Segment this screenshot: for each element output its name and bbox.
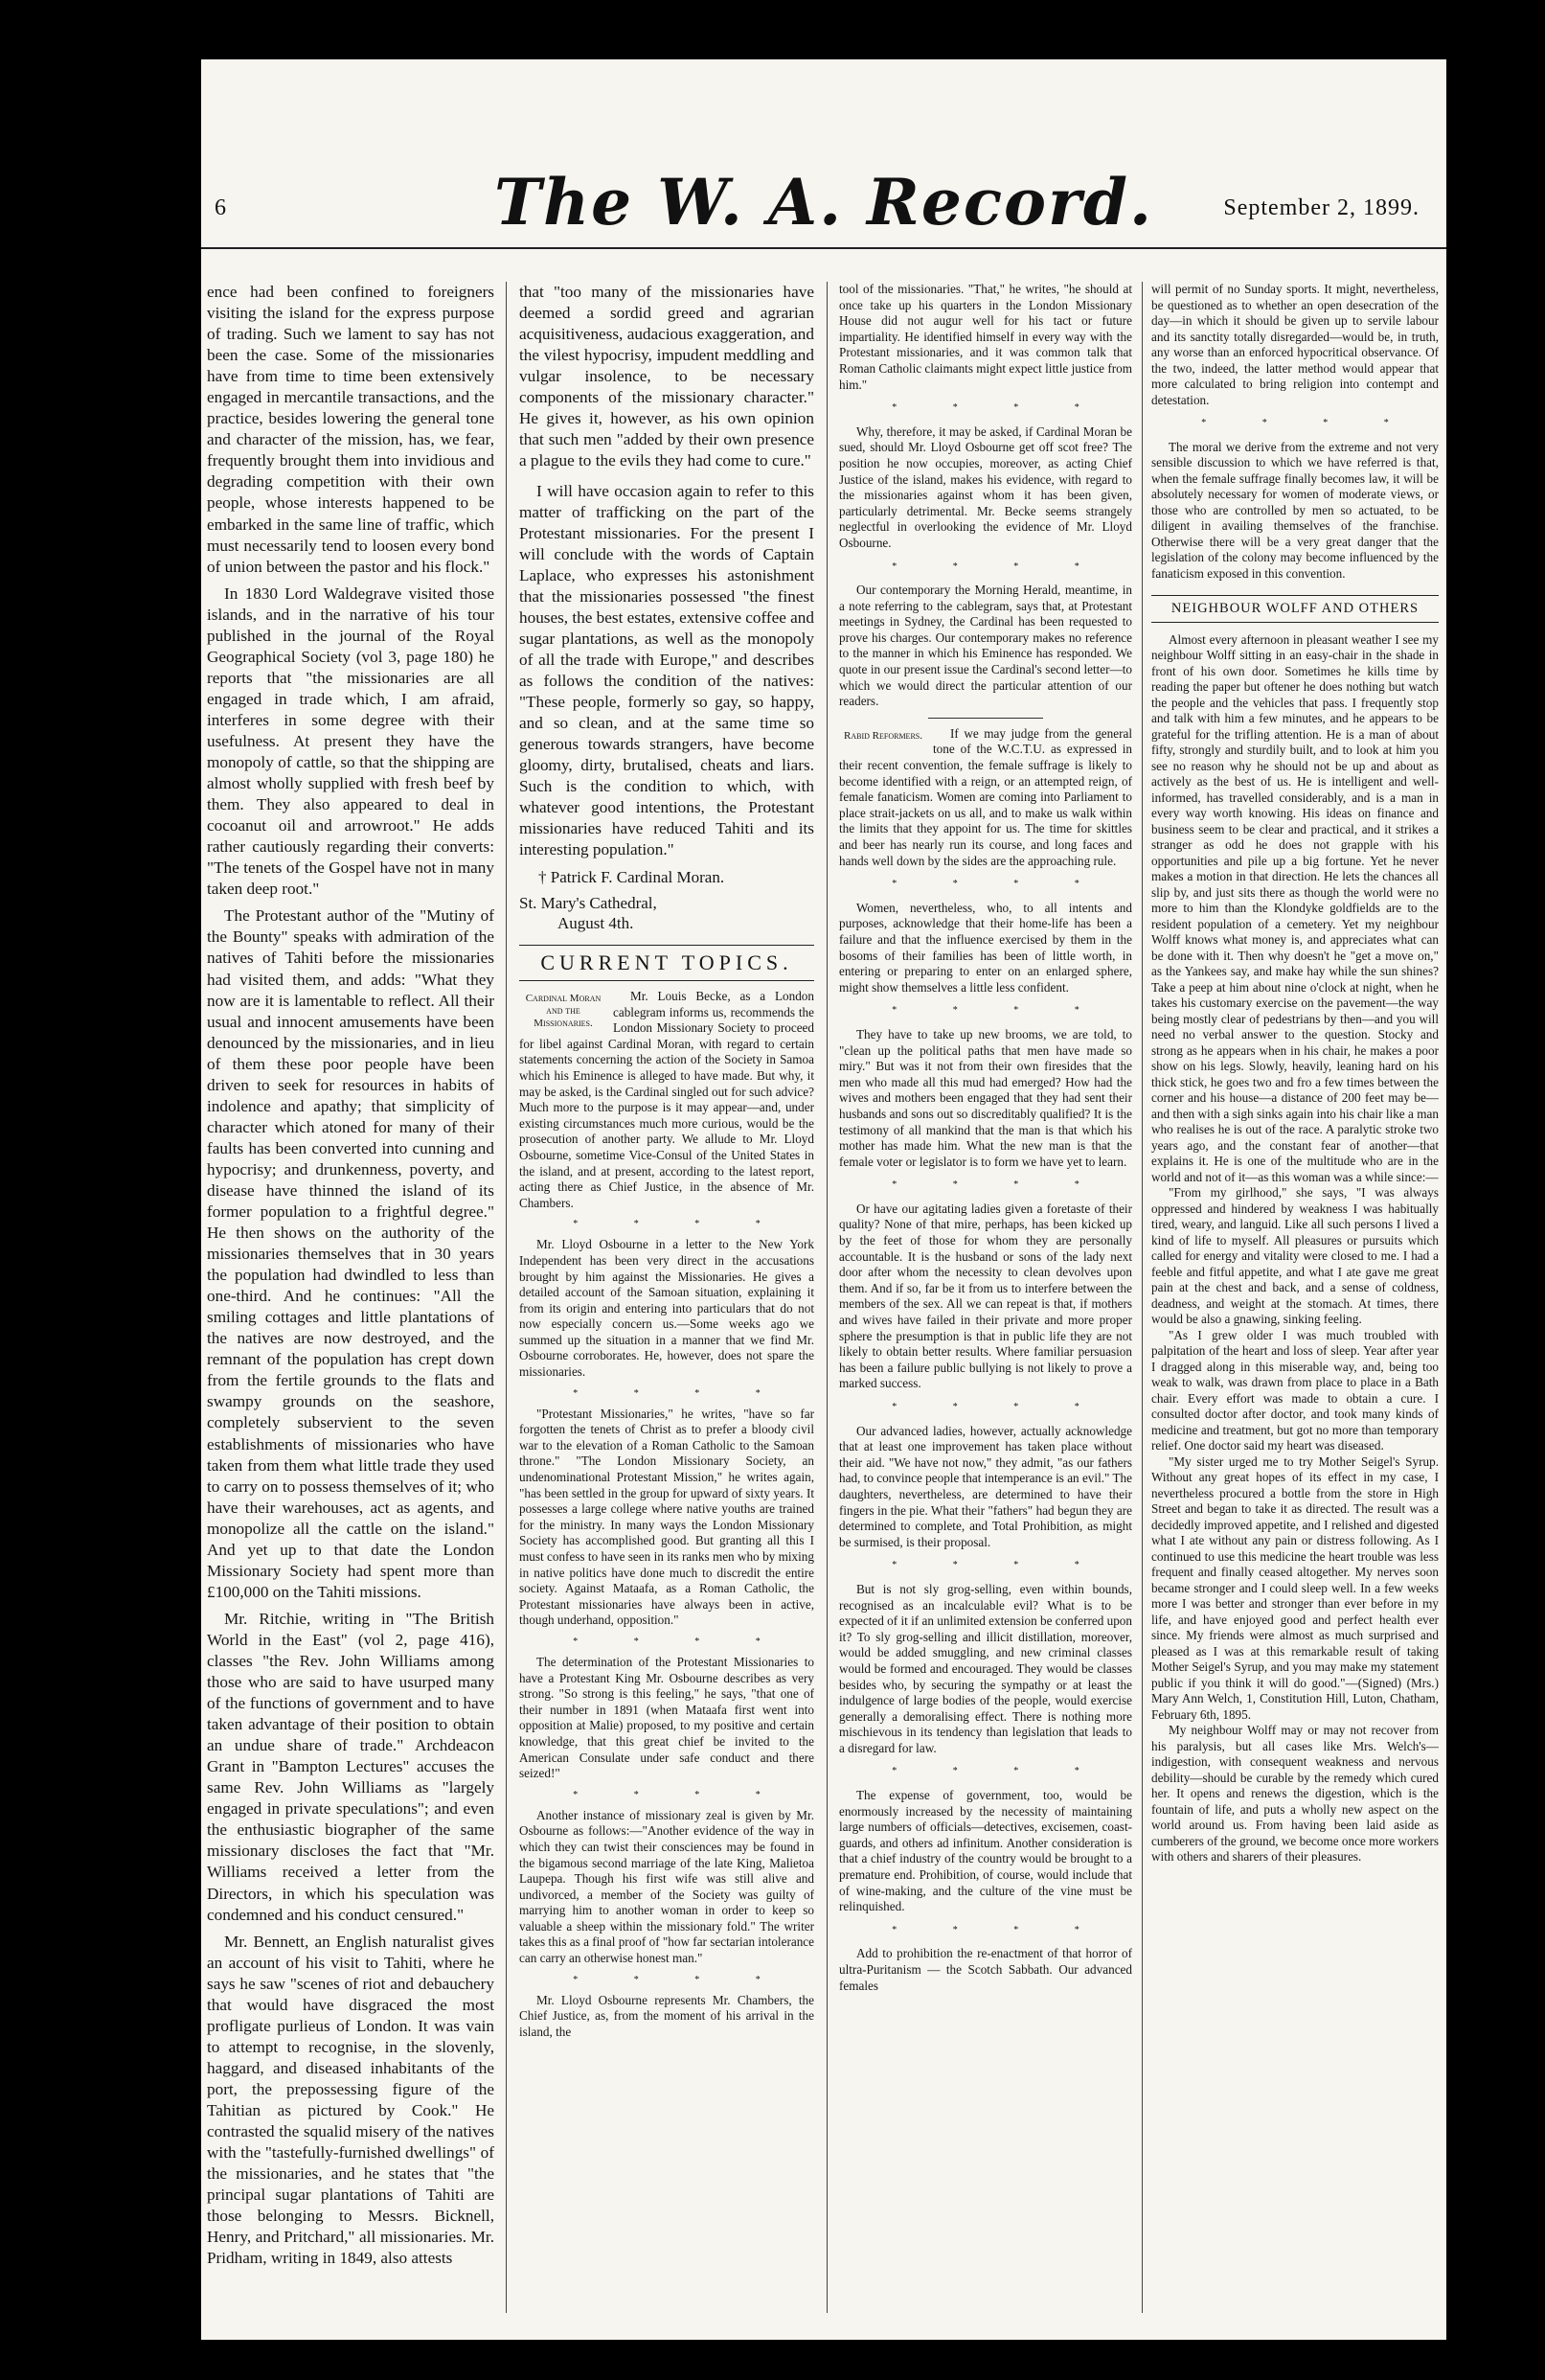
article-signature: † Patrick F. Cardinal Moran. <box>538 868 725 886</box>
section-separator: * * * * <box>1201 418 1416 428</box>
article-date: August 4th. <box>557 914 634 932</box>
page-header <box>201 165 1446 251</box>
article-paragraph: If we may judge from the general tone of the W.C.T.U. as expressed in their recent convention, the female suffrage is likely to become identified with a reign, or an attempted reign, of female fanaticism. Women are coming into Parliament to place strait-jackets on us all, and to make us walk within the limits that they appoint for us. The time for skittles and beer has nearly run its course, and long faces and hands well down by the sides are the approaching rule. <box>839 725 1132 868</box>
section-separator: * * * * <box>573 1387 787 1399</box>
article-paragraph: ence had been confined to foreigners visiting the island for the express purpose of trading. Such we lament to say has not been the case. Some of the missionaries have from time to time been extensively engaged in mercantile transactions, and the practice, besides lowering the general tone and character of the mission, has, we fear, frequently brought them into invidious and degrading competition with their own people, whose interests happened to be embarked in the same line of traffic, which must necessarily tend to loosen every bond of union between the pastor and his flock." <box>207 283 494 576</box>
article-paragraph: Mr. Ritchie, writing in "The British World in the East" (vol 2, page 416), classes "the Rev. John Williams among those who are said to have usurped many of the functions of government and to have taken advantage of their position to obtain an undue share of trade." Archdeacon Grant in "Bampton Lectures" accuses the same Rev. John Williams as "largely engaged in private speculations"; and even the enthusiastic biographer of the same missionary discloses the fact that "Mr. Williams received a letter from the Directors, in which his speculation was condemned and his conduct censured." <box>207 1609 494 1924</box>
article-paragraph: The Protestant author of the "Mutiny of the Bounty" speaks with admiration of the natives of Tahiti before the missionaries had visited them, and adds: "What they now are it is lamentable to reflect. All their usual and innocent amusements have been denounced by the missionaries, and in lieu of them these poor people have been driven to seek for resources in habits of indolence and apathy; that simplicity of character which atoned for many of their faults has been converted into cunning and hypocrisy; and drunkenness, poverty, and disease have thinned the island of its former population to a frightful degree." He then shows on the authority of the missionaries themselves that in 30 years the population had dwindled to less than one-third. And he continues: "All the smiling cottages and little plantations of the natives are now destroyed, and the remnant of the population has crept down from the fertile grounds to the flats and swampy grounds on the seashore, completely subservient to the seven establishments of missionaries who have taken from them what little trade they used to carry on to possess themselves of it; who have their warehouses, act as agents, and monopolize all the cattle on the island." And yet up to that date the London Missionary Society had spent more than £100,000 on the Tahiti missions. <box>207 906 494 1601</box>
article-paragraph: My neighbour Wolff may or may not recover from his paralysis, but all cases like Mrs. Welch's—indigestion, with consequent weakness and nervous debility—should be curable by the remedy which cured her. It opens and renews the digestion, which is the fountain of life, and puts a wholly new aspect on the world around us. From having been laid aside as cumberers of the ground, we become once more workers with others and sharers of their pleasures. <box>1151 1723 1439 1864</box>
section-separator: * * * * <box>892 879 1106 890</box>
section-heading-current-topics: CURRENT TOPICS. <box>519 945 814 981</box>
article-paragraph: Our advanced ladies, however, actually acknowledge that at least one improvement has taken place without their aid. "We have not now," they admit, "as our fathers had, to convince people that intemperance is an evil." The daughters, nevertheless, are determined to have their fingers in the pie. What their "fathers" had begun they are determined to complete, and Total Prohibition, as might be surmised, is their proposal. <box>839 1423 1132 1549</box>
article-paragraph: Mr. Lloyd Osbourne in a letter to the New York Independent has been very direct in the accusations brought by him against the Missionaries. He gives a detailed account of the Samoan situation, explaining it from its origin and entering into particulars that do not now especially concern us.—Some weeks ago we summed up the situation in a manner that we find Mr. Osbourne corroborates. He, however, does not spare the missionaries. <box>519 1237 814 1380</box>
article-paragraph: Our contemporary the Morning Herald, meantime, in a note referring to the cablegram, says that, at Protestant meetings in Sydney, the Cardinal has been requested to prove his charges. Our contemporary makes no reference to the manner in which his Eminence has responded. We quote in our present issue the Cardinal's second letter—to which we would direct the particular attention of our readers. <box>839 583 1132 709</box>
article-paragraph: tool of the missionaries. "That," he writes, "he should at once take up his quarters in the London Missionary House did not augur well for his tact or future impartiality. He identified himself in every way with the Protestant missionaries, and it was common talk that Roman Catholic claimants might expect little justice from him." <box>839 282 1132 392</box>
column-2 <box>519 282 814 2313</box>
section-separator: * * * * <box>892 1402 1106 1412</box>
article-paragraph: Or have our agitating ladies given a foretaste of their quality? None of that mire, perhaps, has been kicked up by the feet of those for whom they are personally accountable. It is the husband or sons of the lady next door after whom the necessity to clean devolves upon them. And if so, far be it from us to interfere between the members of the sex. All we can repeat is that, if mothers and wives have failed in their private and more proper sphere the presumption is that in public life they are not likely to obtain better results. Where familiar persuasion has been a failure public bullying is not likely to prove a marked success. <box>839 1201 1132 1391</box>
article-paragraph: They have to take up new brooms, we are told, to "clean up the political paths that men have made so miry." But was it not from their own firesides that the men who made all this mud had emerged? How had the wives and mothers been engaged that they had sent their husbands and sons out so discreditably qualified? It is the testimony of all mankind that the man is that which his mother has made him. What the new man is that the female voter or legislator is to form we have yet to learn. <box>839 1026 1132 1169</box>
article-paragraph: In 1830 Lord Waldegrave visited those islands, and in the narrative of his tour published in the journal of the Royal Geographical Society (vol 3, page 180) he reports that "the missionaries are all engaged in trade which, I am afraid, interferes in some degree with their usefulness. At present they have the monopoly of cattle, so that the shipping are almost wholly supplied with fresh beef by them. They also appeared to deal in cocoanut oil and arrowroot." He adds rather cautiously regarding their converts: "The tenets of the Gospel have not in many taken deep root." <box>207 584 494 899</box>
article-paragraph: Women, nevertheless, who, to all intents and purposes, acknowledge that their home-life has been a failure and that the influence exercised by them in the bosoms of their families has been of little worth, in entering or preparing to enter on an enlarged sphere, might show themselves a little less confident. <box>839 900 1132 995</box>
column-4 <box>1151 282 1439 2313</box>
article-place: St. Mary's Cathedral, <box>519 894 657 912</box>
article-paragraph: will permit of no Sunday sports. It might, nevertheless, be questioned as to whether an open desecration of the day—in which it should be given up to servile labour and its sanctity totally disregarded—would be, in truth, any worse than an enforced hypocritical observance. Of the two, indeed, the latter method would appear that more calculated to bring religion into contempt and detestation. <box>1151 282 1439 407</box>
article-paragraph: that "too many of the missionaries have deemed a sordid greed and agrarian acquisitiveness, audacious exaggeration, and the vilest hypocrisy, impudent meddling and vulgar insolence, to be necessary components of the missionary character." He gives it, however, as his own opinion that such men "added by their own presence a plague to the evils they had come to cure." <box>519 283 814 469</box>
section-separator: * * * * <box>573 1219 787 1230</box>
newspaper-page <box>201 59 1446 2340</box>
column-divider <box>1142 282 1143 2313</box>
article-paragraph: "Protestant Missionaries," he writes, "have so far forgotten the tenets of Christ as to prefer a bloody civil war to the elevation of a Roman Catholic to the Samoan throne." "The London Missionary Society, an undenominational Protestant Mission," he writes again, "has been settled in the group for upward of sixty years. It possesses a large college where native youths are trained for the ministry. In many ways the London Missionary Society has accomplished good. But granting all this I must confess to have seen in its ranks men who by mixing in native politics have done much to discredit the entire society. Against Mataafa, as a Roman Catholic, the Protestant missionaries have always been in active, though underhand, opposition." <box>519 1406 814 1628</box>
article-paragraph: "From my girlhood," she says, "I was always oppressed and hindered by weakness I was habitually tired, weary, and languid. Like all such persons I lived a kind of life to myself. All pleasures or pursuits which called for energy and vitality were closed to me. I had a feeble and fitful appetite, and what I ate gave me great pain at the chest and back, and a sense of coldness, deadness, and weight at the stomach. At times, there would be also a gnawing, sinking feeling. <box>1151 1185 1439 1326</box>
side-heading: Rabid Reformers. <box>844 729 922 742</box>
article-paragraph: Another instance of missionary zeal is given by Mr. Osbourne as follows:—"Another evidence of the way in which they can twist their consciences may be found in the bigamous second marriage of the late King, Malietoa Laupepa. Though his first wife was still alive and undivorced, a member of the Society was guilty of marrying him to another woman in order to keep so valuable a sheep within the missionary fold." The writer takes this as a final proof of "how far sectarian intolerance can carry an otherwise honest man." <box>519 1807 814 1966</box>
article-paragraph: The determination of the Protestant Missionaries to have a Protestant King Mr. Osbourne describes as very strong. "So strong is this feeling," he says, "that one of their number in 1891 (when Mataafa first went into opposition at Malie) proposed, to my positive and certain knowledge, that this great chief be invited to the American Consulate under safe conduct and there seized!" <box>519 1654 814 1781</box>
article-paragraph: The expense of government, too, would be enormously increased by the necessity of maintaining large numbers of officials—detectives, excisemen, coast-guards, and others ad infinitum. Another consideration is that a chief industry of the country would be brought to a premature end. Prohibition, of course, would include that of wine-making, and the culture of the vine must be relinquished. <box>839 1788 1132 1914</box>
section-separator: * * * * <box>573 1789 787 1800</box>
column-3 <box>839 282 1132 2313</box>
article-paragraph: I will have occasion again to refer to this matter of trafficking on the part of the Protestant missionaries. For the present I will conclude with the words of Captain Laplace, who expresses his astonishment that the missionaries possessed "the finest houses, the best estates, extensive coffee and sugar plantations, as well as the monopoly of all the trade with Europe," and describes as follows the condition of the natives: "These people, formerly so gay, so happy, and so clean, and at the same time so generous towards strangers, have become gloomy, dirty, brutalised, cheats and liars. Such is the condition to which, with whatever good intentions, the Protestant missionaries have reduced Tahiti and its interesting population." <box>519 482 814 858</box>
article-paragraph: But is not sly grog-selling, even within bounds, recognised as an incalculable evil? What is to be expected of it if an unlimited extension be conferred upon it? To sly grog-selling and illicit distillation, moreover, would be added smuggling, and new criminal classes would be formed and encouraged. They would be classes besides who, by securing the sympathy or at least the indulgence of large bodies of the people, would exercise generally a demoralising effect. There is nothing more mischievous in its tendency than legislation that leads to a disregard for law. <box>839 1581 1132 1755</box>
section-separator: * * * * <box>573 1636 787 1647</box>
masthead-title: The W. A. Record. <box>494 165 1153 240</box>
article-paragraph: Mr. Bennett, an English naturalist gives an account of his visit to Tahiti, where he says he saw "scenes of riot and debauchery that would have disgraced the most profligate purlieus of London. It was vain to attempt to recognise, in the slovenly, haggard, and diseased inhabitants of the port, the prepossessing figure of the Tahitian as pictured by Cook." He contrasted the squalid misery of the natives with the "tastefully-furnished dwellings" of the missionaries, and he states that "the principal sugar plantations of Tahiti are those belonging to Messrs. Bicknell, Henry, and Pritchard," all missionaries. Mr. Pridham, writing in 1849, also attests <box>207 1932 494 2268</box>
section-separator: * * * * <box>892 1179 1106 1191</box>
header-rule <box>201 247 1446 249</box>
article-paragraph: Why, therefore, it may be asked, if Cardinal Moran be sued, should Mr. Lloyd Osbourne get off scot free? The position he now occupies, moreover, as acting Chief Justice of the island, makes his evidence, with regard to the missionaries against whom it has been given, particularly detrimental. Mr. Becke seems strangely neglectful in overlooking the evidence of Mr. Lloyd Osbourne. <box>839 423 1132 550</box>
article-paragraph: The moral we derive from the extreme and not very sensible discussion to which we have referred is that, when the female suffrage finally becomes law, it will be absolutely necessary for women of moderate views, or those who are controlled by men so actuated, to be diligent in availing themselves of the franchise. Otherwise there will be a very great danger that the legislation of the colony may become influenced by the fanaticism exposed in this convention. <box>1151 439 1439 581</box>
section-separator: * * * * <box>892 1766 1106 1777</box>
section-separator: * * * * <box>892 1924 1106 1935</box>
article-paragraph: "My sister urged me to try Mother Seigel's Syrup. Without any great hopes of its effect in my case, I nevertheless procured a bottle from the store in High Street and began to take it as directed. The result was a decidedly improved appetite, and I relished and digested what I ate without any pain or distress following. As I continued to use this medicine the heart trouble was less frequent and finally ceased altogether. My nerves soon became stronger and I could sleep well. In a few weeks more I was better and stronger than ever before in my life, and have enjoyed good and perfect health ever since. My friends were almost as much surprised and pleased as I was at this remarkable result of taking Mother Seigel's Syrup, and you may make my statement public if you think it will do good."—(Signed) (Mrs.) Mary Ann Welch, 1, Constitution Hill, Luton, Chatham, February 6th, 1895. <box>1151 1453 1439 1722</box>
section-separator: * * * * <box>892 1560 1106 1571</box>
page-number: 6 <box>215 195 226 220</box>
section-separator: * * * * <box>892 561 1106 572</box>
side-heading: Cardinal Moran and the Missionaries. <box>525 993 602 1029</box>
section-separator: * * * * <box>892 1005 1106 1017</box>
section-separator: * * * * <box>892 402 1106 414</box>
section-separator: * * * * <box>573 1974 787 1985</box>
short-rule <box>928 718 1043 719</box>
article-paragraph: Mr. Lloyd Osbourne represents Mr. Chambers, the Chief Justice, as, from the moment of his arrival in the island, the <box>519 1992 814 2039</box>
column-divider <box>827 282 828 2313</box>
article-paragraph: Mr. Louis Becke, as a London cablegram informs us, recommends the London Missionary Society to proceed for libel against Cardinal Moran, with regard to certain statements concerning the action of the Society in Samoa which his Eminence is alleged to have made. But why, it may be asked, is the Cardinal singled out for such advice? Much more to the purpose is it may appear—and, under existing circumstances much more curious, would be the prosecution of another party. We allude to Mr. Lloyd Osbourne, sometime Vice-Consul of the United States in the island, and at present, according to the latest report, acting there as Chief Justice, in the absence of Mr. Chambers. <box>519 989 814 1210</box>
article-paragraph: Add to prohibition the re-enactment of that horror of ultra-Puritanism — the Scotch Sabbath. Our advanced females <box>839 1946 1132 1993</box>
column-1 <box>207 282 494 2313</box>
issue-date: September 2, 1899. <box>1223 195 1420 220</box>
article-paragraph: "As I grew older I was much troubled with palpitation of the heart and loss of sleep. Year after year I dragged along in this miserable way, and, being too weak to walk, was drawn from place to place in a Bath chair. Every effort was made to obtain a cure. I consulted doctor after doctor, and took many kinds of medicine and treatment, but got no more than temporary relief. One doctor said my heart was diseased. <box>1151 1327 1439 1453</box>
column-divider <box>506 282 507 2313</box>
section-heading-neighbour-wolff: NEIGHBOUR WOLFF AND OTHERS <box>1151 595 1439 623</box>
article-paragraph: Almost every afternoon in pleasant weather I see my neighbour Wolff sitting in an easy-chair in the shade in front of his own door. Sometimes he kills time by reading the paper but oftener he does nothing but watch the people and the vehicles that pass. I frequently stop and talk with him a few minutes, and he appears to be grateful for the trifling attention. He is a man of about fifty, strongly and sturdily built, and to look at him you see no reason why he should not be up and about as actively as the best of us. He is intelligent and well-informed, has travelled considerably, and is a man in every way worth knowing. His ideas on finance and business seem to be clear and practical, and it strikes a stranger as odd he does not grapple with his opportunities and pile up a big fortune. Yet he never makes a motion in that direction. He lets the chances all slip by, and just sits there as though the world were no more to him than the Klondyke goldfields are to the resident population of a cemetery. Yet my neighbour Wolff knows what money is, and appreciates what can be done with it. Then why doesn't he "get a move on," as the Yankees say, and make hay while the sun shines? Take a peep at him about nine o'clock at night, when he takes his customary exercise on the pavement—the way being mostly clear of pedestrians by then—and you will need no verbal answer to the question. Stocky and strong as he appears when in his chair, he makes a poor show on his legs. Slowly, heavily, leaning hard on his thick stick, he goes two and fro a few times between the corner and his house—a distance of 200 feet may be—and then with a sigh sinks again into his chair like a man who realises he is out of the race. A paralytic stroke two years ago, and the constant fear of another—that explains it. He is one of the multitude who are in the world and not of it—as this woman was a while since:— <box>1151 631 1439 1184</box>
